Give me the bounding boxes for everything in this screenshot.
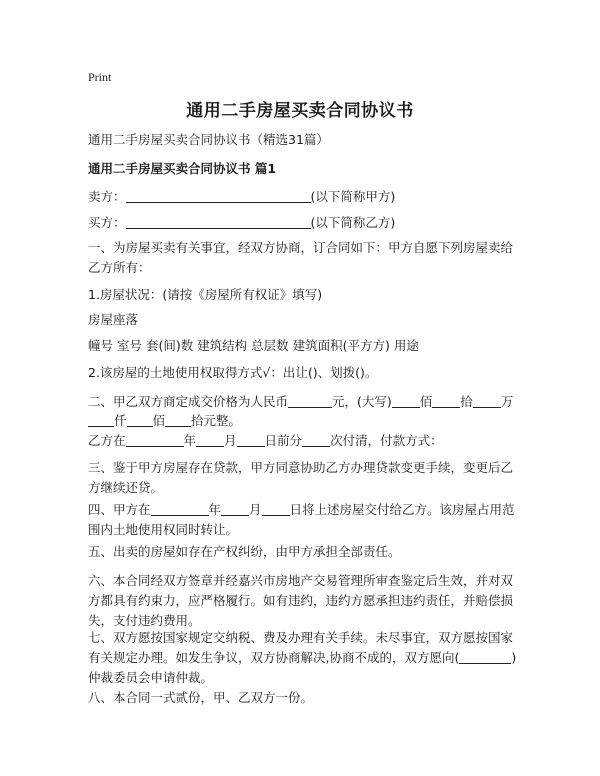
payment-text-b: 年 xyxy=(183,433,197,448)
clause-4-text-c: 月 xyxy=(249,502,262,517)
clause-2-text-f: 仟 xyxy=(114,413,127,428)
property-table-header: 幢号 室号 套(间)数 建筑结构 总层数 建筑面积(平方方) 用途 xyxy=(88,338,419,353)
clause-4-text-b: 年 xyxy=(208,502,222,517)
clause-8-copies: 八、本合同一式贰份，甲、乙双方一份。 xyxy=(88,690,314,705)
document-title: 通用二手房屋买卖合同协议书 xyxy=(186,101,414,121)
item-1-property-status: 1.房屋状况：(请按《房屋所有权证》填写) xyxy=(88,287,323,302)
clause-1-intro: 一、为房屋买卖有关事宜，经双方协商，订合同如下：甲方自愿下列房屋卖给乙方所有： xyxy=(88,240,514,275)
seller-suffix: (以下简称甲方) xyxy=(310,189,396,204)
clause-2-text-b: 元，(大写) xyxy=(332,394,392,409)
payment-blank xyxy=(302,432,330,447)
clause-4-text-a: 四、甲方在 xyxy=(88,502,151,517)
buyer-line xyxy=(88,213,520,233)
price-blank xyxy=(432,393,460,408)
clause-4-text-d: 日将上述房屋交付给乙方。该房屋占用范围内土地使用权同时转让。 xyxy=(88,502,515,537)
price-blank xyxy=(288,393,332,408)
clause-7-taxes xyxy=(88,628,520,688)
document-subtitle: 通用二手房屋买卖合同协议书（精选31篇） xyxy=(88,132,329,147)
handover-blank xyxy=(221,501,249,516)
payment-line xyxy=(88,431,520,451)
clause-6-validity: 六、本合同经双方签章并经嘉兴市房地产交易管理所审查鉴定后生效，并对双方都具有约束力，应严格履行。如有违约，违约方愿承担违约责任，并赔偿损失，支付违约费用。 xyxy=(88,573,514,628)
price-blank xyxy=(165,412,191,427)
seller-label: 卖方： xyxy=(88,189,126,204)
section-heading: 通用二手房屋买卖合同协议书 篇1 xyxy=(88,161,277,176)
payment-text-c: 月 xyxy=(224,433,237,448)
handover-blank xyxy=(151,501,209,516)
payment-blank xyxy=(196,432,224,447)
payment-text-d: 日前分 xyxy=(264,433,303,448)
price-blank xyxy=(392,393,420,408)
clause-2-text-h: 拾元整。 xyxy=(191,413,242,428)
price-blank xyxy=(127,412,153,427)
clause-2-text-c: 佰 xyxy=(419,394,433,409)
print-label[interactable]: Print xyxy=(88,70,112,84)
clause-2-price-line-2 xyxy=(88,411,520,431)
seller-blank xyxy=(126,188,311,203)
payment-blank xyxy=(126,432,184,447)
clause-3-loan: 三、鉴于甲方房屋存在贷款，甲方同意协助乙方办理贷款变更手续，变更后乙方继续还贷。 xyxy=(88,460,514,495)
clause-2-text-a: 二、甲乙双方商定成交价格为人民币 xyxy=(88,394,289,409)
price-blank xyxy=(88,412,114,427)
buyer-blank xyxy=(126,214,311,229)
item-2-land-rights: 2.该房屋的土地使用权取得方式√：出让()、划拨()。 xyxy=(88,365,378,380)
clause-2-price-line-1 xyxy=(88,392,520,412)
buyer-suffix: (以下简称乙方) xyxy=(310,215,396,230)
clause-2-text-d: 拾 xyxy=(460,394,473,409)
price-blank xyxy=(473,393,501,408)
handover-blank xyxy=(262,501,290,516)
clause-7-text-a: 七、双方愿按国家规定交纳税、费及办理有关手续。未尽事宜，双方愿按国家有关规定办理。如发生争议，双方协商解决,协商不成的，双方愿向( xyxy=(88,630,514,665)
clause-2-text-g: 佰 xyxy=(152,413,166,428)
property-location: 房屋座落 xyxy=(88,312,139,327)
clause-2-text-e: 万 xyxy=(500,394,514,409)
payment-text-a: 乙方在 xyxy=(88,433,126,448)
clause-4-handover xyxy=(88,500,520,540)
buyer-label: 买方： xyxy=(88,215,126,230)
payment-blank xyxy=(237,432,265,447)
clause-5-dispute: 五、出卖的房屋如存在产权纠纷，由甲方承担全部责任。 xyxy=(88,544,401,559)
arbitration-blank xyxy=(459,649,511,664)
clause-7-text-b: )仲裁委员会申请仲裁。 xyxy=(88,650,517,685)
seller-line xyxy=(88,187,520,207)
payment-text-e: 次付清，付款方式： xyxy=(330,433,443,448)
